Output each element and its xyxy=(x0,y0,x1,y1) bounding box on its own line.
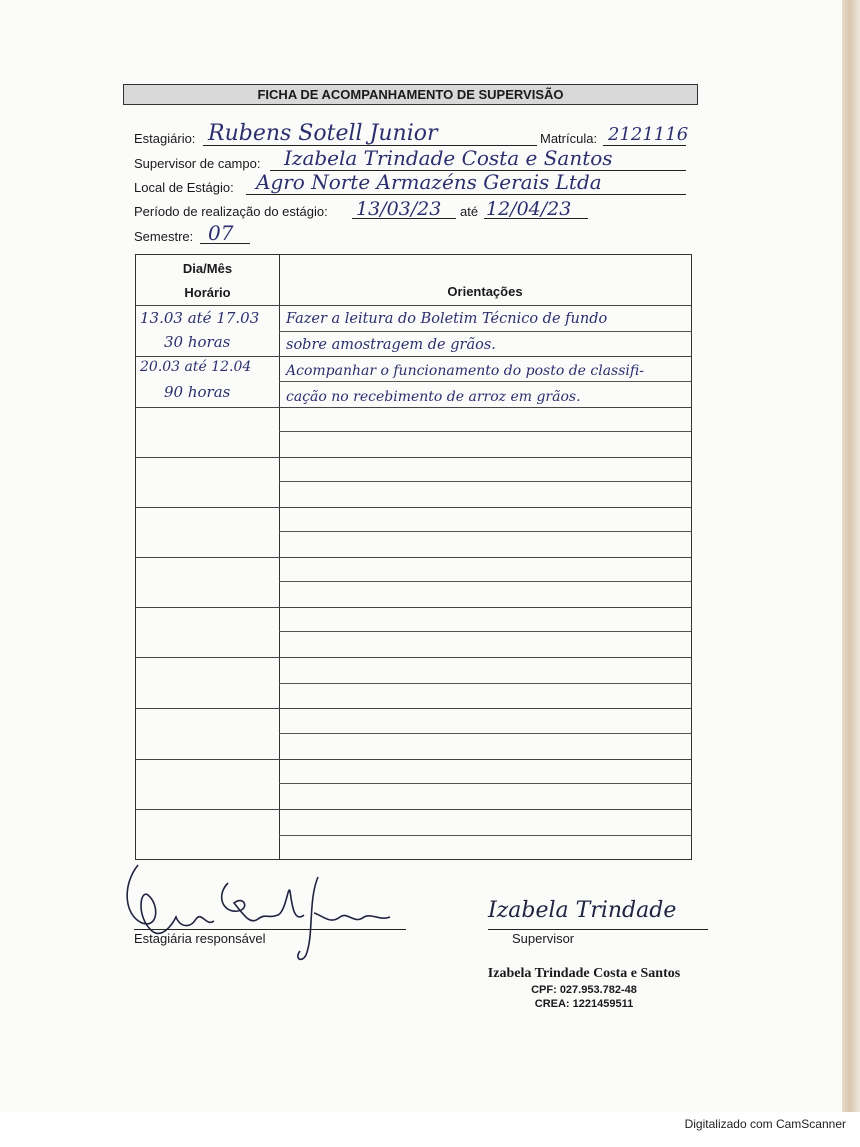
supervisor-value: Izabela Trindade Costa e Santos xyxy=(284,146,613,170)
intern-signature-line xyxy=(134,929,406,930)
ruled-line xyxy=(279,835,691,836)
ruled-line xyxy=(279,531,691,532)
location-field-line xyxy=(246,194,686,195)
ruled-line xyxy=(279,783,691,784)
entry-2-guidance-line-1: Acompanhar o funcionamento do posto de classifi- xyxy=(286,363,644,379)
location-value: Agro Norte Armazéns Gerais Ltda xyxy=(256,170,602,194)
entry-1-hours: 30 horas xyxy=(164,333,231,351)
registration-field-line xyxy=(603,145,686,146)
semester-value: 07 xyxy=(208,221,234,245)
period-until: até xyxy=(460,204,479,219)
ruled-line xyxy=(279,381,691,382)
intern-label: Estagiário: xyxy=(134,131,196,146)
intern-value: Rubens Sotell Junior xyxy=(208,121,438,146)
form-title: FICHA DE ACOMPANHAMENTO DE SUPERVISÃO xyxy=(123,84,698,105)
registration-value: 2121116 xyxy=(608,124,689,145)
intern-signature xyxy=(118,855,398,970)
camscanner-watermark: Digitalizado com CamScanner xyxy=(684,1117,846,1131)
table-row-border xyxy=(136,809,691,810)
entry-2-date: 20.03 até 12.04 xyxy=(140,359,252,375)
table-row-border xyxy=(136,557,691,558)
entry-1-guidance-line-2: sobre amostragem de grãos. xyxy=(286,337,496,353)
ruled-line xyxy=(279,683,691,684)
stamp-name: Izabela Trindade Costa e Santos xyxy=(487,966,681,981)
table-row-border xyxy=(136,356,691,357)
table-row-border xyxy=(136,407,691,408)
entry-1-guidance-line-1: Fazer a leitura do Boletim Técnico de fundo xyxy=(286,311,608,327)
supervisor-label: Supervisor de campo: xyxy=(134,156,261,171)
supervisor-signature: Izabela Trindade xyxy=(488,898,677,923)
period-label: Período de realização do estágio: xyxy=(134,204,328,219)
table-row-border xyxy=(136,657,691,658)
stamp-cpf: CPF: 027.953.782-48 xyxy=(531,984,637,996)
supervision-table xyxy=(135,254,692,860)
ruled-line xyxy=(279,631,691,632)
supervisor-signature-line xyxy=(488,929,708,930)
table-row-border xyxy=(136,507,691,508)
supervisor-signature-caption: Supervisor xyxy=(512,931,575,946)
page-edge xyxy=(842,0,860,1112)
stamp-crea: CREA: 1221459511 xyxy=(534,998,634,1010)
header-schedule: Horário xyxy=(184,285,231,300)
registration-label: Matrícula: xyxy=(540,131,598,146)
table-row-border xyxy=(136,759,691,760)
period-start: 13/03/23 xyxy=(356,198,442,220)
period-end: 12/04/23 xyxy=(486,198,572,220)
header-row-border xyxy=(136,305,691,306)
entry-2-hours: 90 horas xyxy=(164,383,231,401)
ruled-line xyxy=(279,331,691,332)
semester-label: Semestre: xyxy=(134,229,194,244)
location-label: Local de Estágio: xyxy=(134,180,234,195)
ruled-line xyxy=(279,431,691,432)
table-row-border xyxy=(136,708,691,709)
table-row-border xyxy=(136,457,691,458)
table-row-border xyxy=(136,607,691,608)
header-day-month: Dia/Mês xyxy=(182,261,233,276)
ruled-line xyxy=(279,733,691,734)
intern-signature-caption: Estagiária responsável xyxy=(134,931,266,946)
ruled-line xyxy=(279,581,691,582)
entry-1-date: 13.03 até 17.03 xyxy=(140,309,260,327)
entry-2-guidance-line-2: cação no recebimento de arroz em grãos. xyxy=(286,389,581,405)
ruled-line xyxy=(279,481,691,482)
header-guidance: Orientações xyxy=(447,284,523,299)
